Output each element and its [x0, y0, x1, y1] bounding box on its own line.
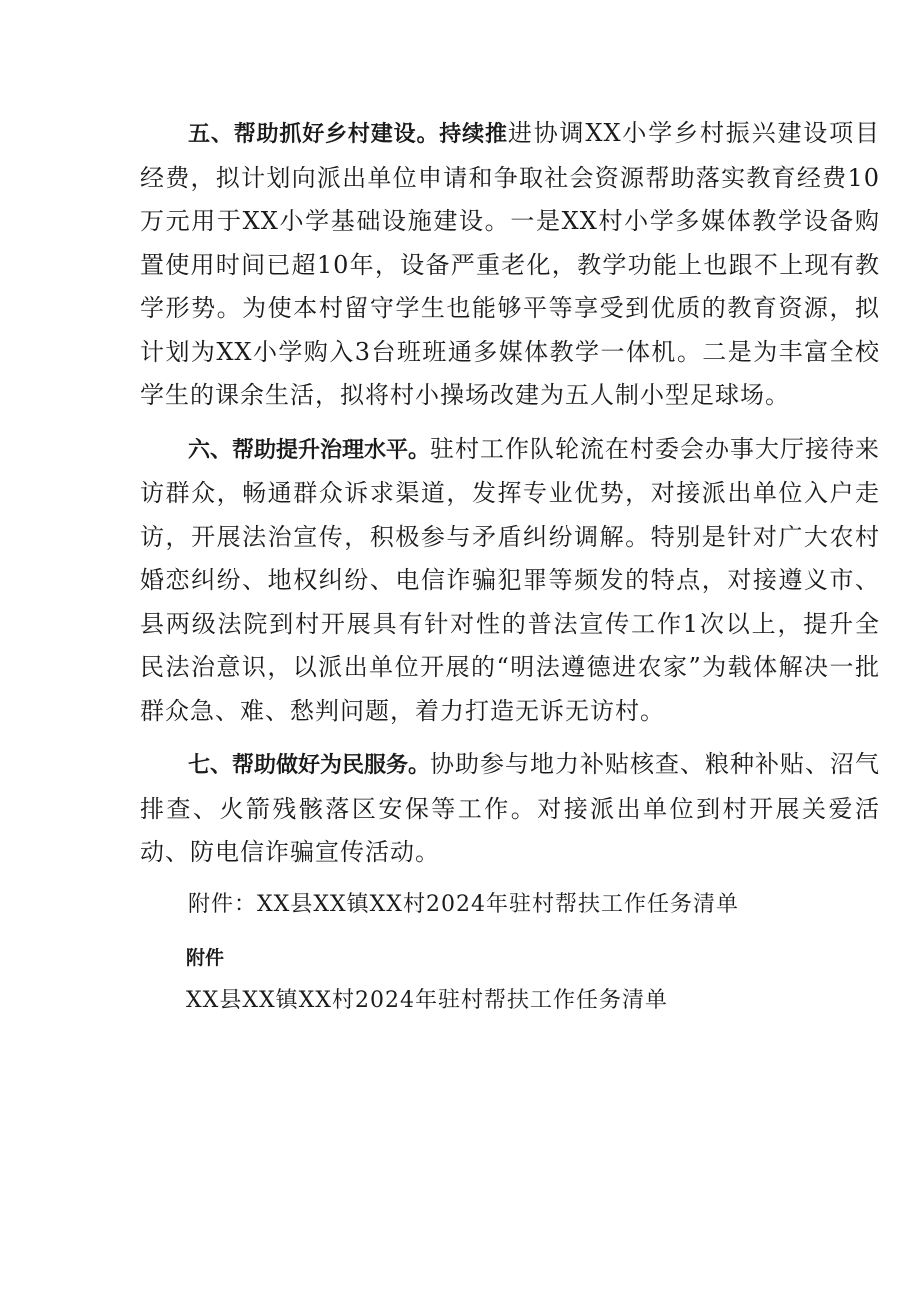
section-6-text: 驻村工作队轮流在村委会办事大厅接待来访群众，畅通群众诉求渠道，发挥专业优势，对接派出单位入户走访，开展法治宣传，积极参与矛盾纠纷调解。特别是针对广大农村婚恋纠纷、地权纠纷、电信诈骗犯罪等频发的特点，对接遵义市、县两级法院到村开展具有针对性的普法宣传工作1次以上，提升全民法治意识，以派出单位开展的“明法遵德进农家”为载体解决一批群众急、难、愁判问题，着力打造无诉无访村。: [140, 434, 881, 725]
document-body: [140, 112, 880, 1021]
section-7-paragraph: [140, 743, 880, 875]
section-5-heading: 五、帮助抓好乡村建设。持续推: [188, 122, 508, 147]
attachment-label: 附件: [186, 946, 225, 969]
attachment-title: XX县XX镇XX村2024年驻村帮扶工作任务清单: [186, 987, 668, 1013]
section-6-heading: 六、帮助提升治理水平。: [188, 437, 431, 463]
section-7-heading: 七、帮助做好为民服务。: [188, 753, 431, 778]
attachment-reference: 附件：XX县XX镇XX村2024年驻村帮扶工作任务清单: [188, 891, 739, 917]
section-5-paragraph: [140, 112, 880, 418]
section-6-paragraph: [140, 428, 880, 734]
section-7-text: 协助参与地力补贴核查、粮种补贴、沼气排查、火箭残骸落区安保等工作。对接派出单位到村开展关爱活动、防电信诈骗宣传活动。: [140, 750, 881, 866]
section-5-text: 进协调XX小学乡村振兴建设项目经费，拟计划向派出单位申请和争取社会资源帮助落实教育经费10万元用于XX小学基础设施建设。一是XX村小学多媒体教学设备购置使用时间已超10年，设备严重老化，教学功能上也跟不上现有教学形势。为使本村留守学生也能够平等享受到优质的教育资源，拟计划为XX小学购入3台班班通多媒体教学一体机。二是为丰富全校学生的课余生活，拟将村小操场改建为五人制小型足球场。: [140, 119, 880, 409]
